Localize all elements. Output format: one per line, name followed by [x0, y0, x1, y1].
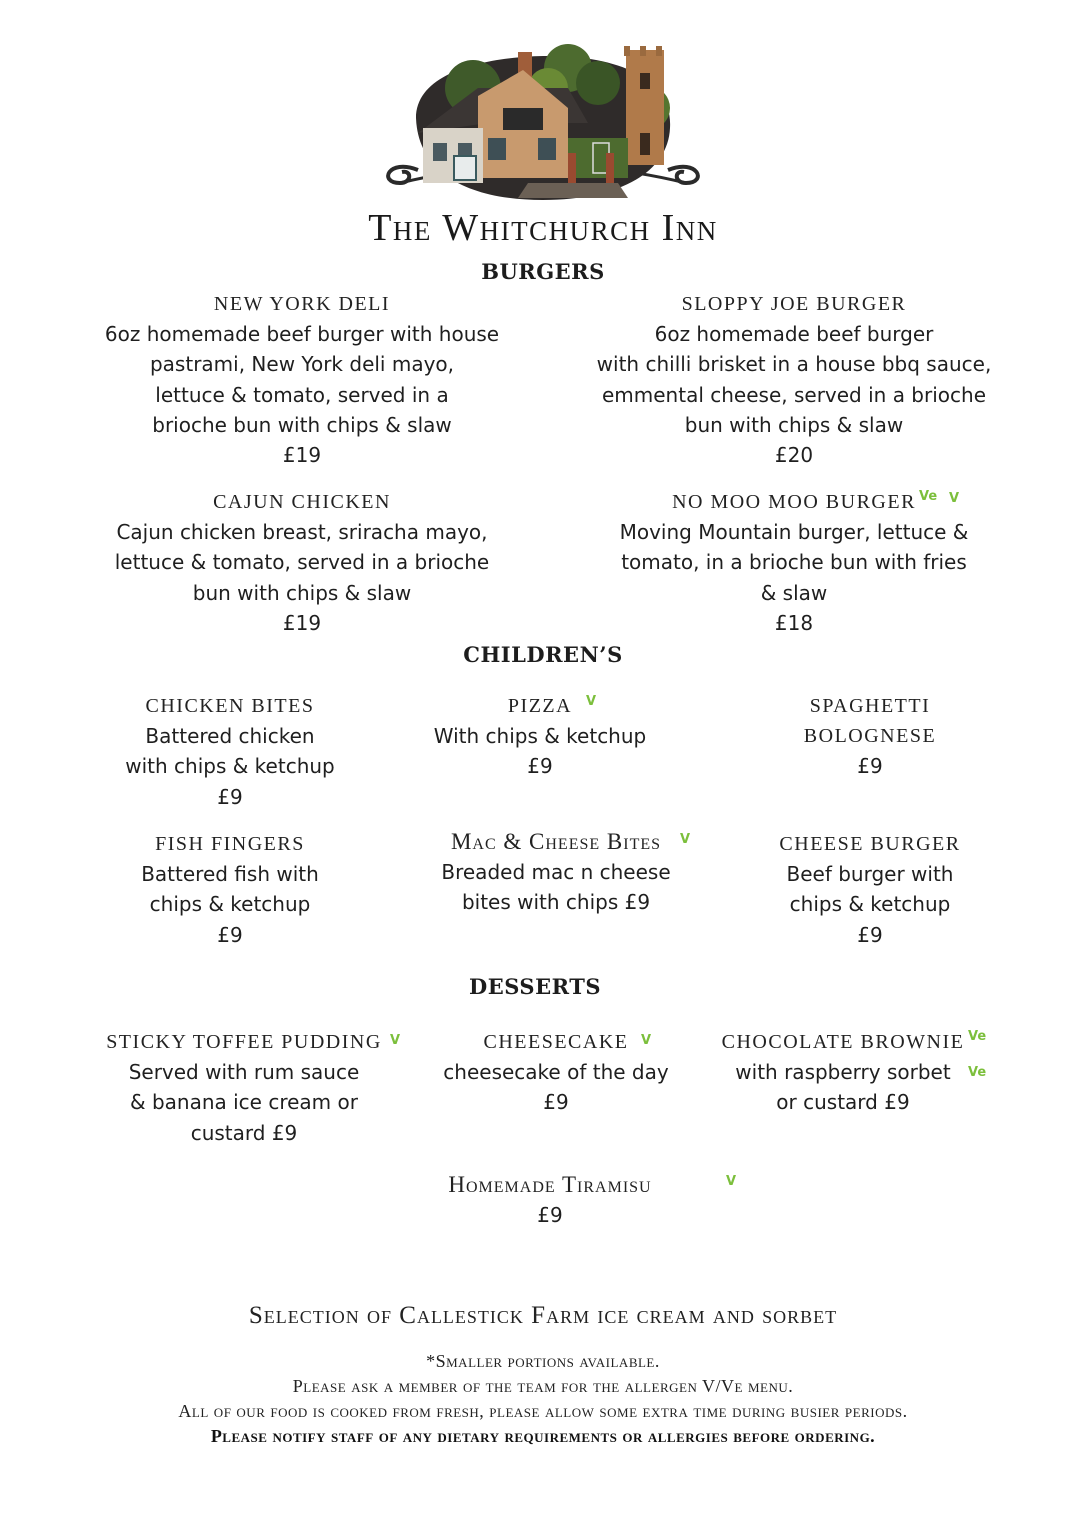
- item-price: £9: [217, 922, 243, 947]
- item-description: Battered fish with chips & ketchup: [141, 862, 319, 917]
- menu-item-cheese-burger: [740, 829, 1000, 950]
- vegetarian-tag: V: [390, 1033, 401, 1048]
- item-price: £19: [282, 610, 322, 635]
- vegan-tag: Ve: [919, 489, 938, 504]
- item-price: £9: [857, 922, 883, 947]
- item-price: £9: [543, 1090, 569, 1115]
- vegetarian-tag: V: [641, 1033, 652, 1048]
- menu-item-homemade-tiramisu: [400, 1170, 700, 1230]
- item-name: CHOCOLATE BROWNIE: [721, 1031, 965, 1053]
- inn-logo: [378, 38, 708, 208]
- menu-item-fish-fingers: [80, 829, 380, 950]
- menu-item-mac-cheese-bites: [416, 827, 696, 918]
- item-name: CHICKEN BITES: [145, 695, 315, 717]
- section-title-childrens: CHILDREN’S: [463, 642, 623, 667]
- item-name: FISH FINGERS: [155, 833, 305, 855]
- item-description: cheesecake of the day: [443, 1060, 669, 1084]
- menu-item-sloppy-joe-burger: [566, 289, 1022, 470]
- menu-item-no-moo-moo-burger: [566, 487, 1022, 638]
- ice-cream-selection: Selection of Callestick Farm ice cream and sorbet: [248, 1302, 838, 1329]
- item-name: STICKY TOFFEE PUDDING: [106, 1031, 382, 1053]
- item-description: with raspberry sorbet or custard £9: [735, 1060, 951, 1115]
- item-name: SPAGHETTI BOLOGNESE: [803, 695, 937, 747]
- menu-item-chocolate-brownie: [715, 1027, 971, 1118]
- item-price: £9: [217, 784, 243, 809]
- vegetarian-tag: V: [726, 1174, 737, 1189]
- menu-item-chicken-bites: [80, 691, 380, 812]
- item-description: 6oz homemade beef burger with chilli brisket in a house bbq sauce, emmental cheese, served in a brioche bun with chips & slaw: [596, 322, 992, 437]
- footer-note-cooked-fresh: All of our food is cooked from fresh, please allow some extra time during busier periods.: [178, 1401, 908, 1421]
- vegan-tag: Ve: [968, 1065, 987, 1080]
- menu-item-new-york-deli: [52, 289, 552, 470]
- item-price: £9: [537, 1203, 563, 1227]
- item-price: £19: [282, 443, 322, 468]
- item-description: Served with rum sauce & banana ice cream or custard £9: [128, 1060, 360, 1145]
- menu-item-sticky-toffee-pudding: [94, 1027, 394, 1148]
- vegetarian-tag: V: [586, 694, 597, 709]
- vegetarian-tag: V: [949, 491, 960, 506]
- item-name: NEW YORK DELI: [213, 293, 391, 315]
- item-description: Beef burger with chips & ketchup: [786, 862, 954, 917]
- vegan-tag: Ve: [968, 1029, 987, 1044]
- section-title-desserts: DESSERTS: [469, 974, 601, 999]
- item-name: CAJUN CHICKEN: [213, 491, 391, 513]
- menu-item-cajun-chicken: [52, 487, 552, 638]
- footer-note-allergen-menu: Please ask a member of the team for the allergen V/Ve menu.: [292, 1376, 794, 1396]
- item-name: PIZZA: [507, 695, 573, 717]
- item-description: Moving Mountain burger, lettuce & tomato, in a brioche bun with fries & slaw: [619, 520, 969, 605]
- item-name: CHEESECAKE: [483, 1031, 629, 1053]
- item-name: Mac & Cheese Bites: [450, 829, 662, 854]
- vegetarian-tag: V: [680, 832, 691, 847]
- footer-note-portions: *Smaller portions available.: [426, 1351, 660, 1371]
- menu-item-spaghetti-bolognese: [740, 691, 1000, 781]
- item-description: Cajun chicken breast, sriracha mayo, lettuce & tomato, served in a brioche bun with chips & slaw: [114, 520, 490, 605]
- item-name: SLOPPY JOE BURGER: [681, 293, 907, 315]
- footer-note-dietary: Please notify staff of any dietary requirements or allergies before ordering.: [210, 1426, 876, 1446]
- item-name: Homemade Tiramisu: [448, 1172, 652, 1197]
- item-description: Breaded mac n cheese bites with chips £9: [441, 860, 671, 915]
- item-description: 6oz homemade beef burger with house pastrami, New York deli mayo, lettuce & tomato, served in a brioche bun with chips & slaw: [104, 322, 500, 437]
- item-price: £20: [774, 443, 814, 468]
- item-description: With chips & ketchup: [433, 724, 647, 748]
- menu-item-pizza: [400, 691, 680, 782]
- item-price: £9: [857, 754, 883, 778]
- section-title-burgers: BURGERS: [481, 259, 605, 284]
- item-name: CHEESE BURGER: [779, 833, 961, 855]
- restaurant-name: The Whitchurch Inn: [368, 207, 718, 249]
- item-description: Battered chicken with chips & ketchup: [125, 724, 335, 779]
- item-name: NO MOO MOO BURGER: [672, 491, 916, 513]
- item-price: £9: [527, 754, 553, 779]
- item-price: £18: [774, 610, 814, 635]
